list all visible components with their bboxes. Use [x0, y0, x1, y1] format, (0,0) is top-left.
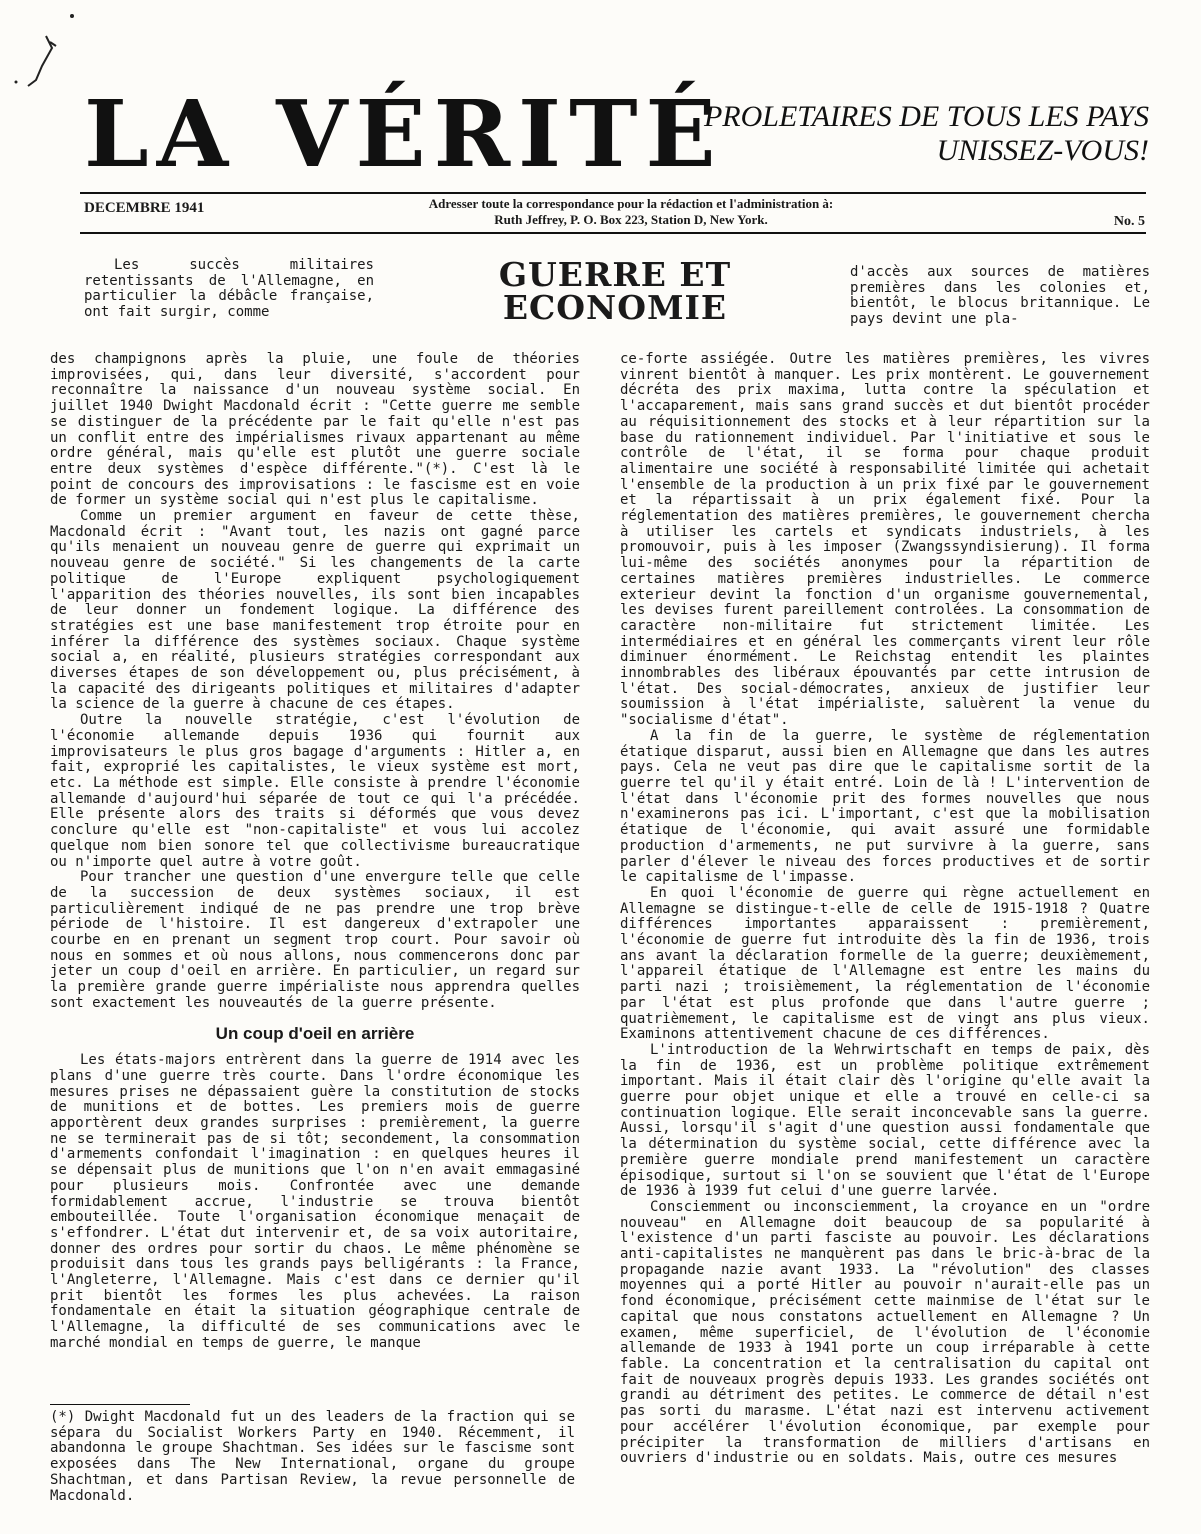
paragraph: A la fin de la guerre, le système de réglementation étatique disparut, aussi bien en Allemagne que dans les autres pays. Cela ne veut pas dire que le capitalisme sortit de la guerre tel qu'il y était entré. Loin de là ! L'intervention de l'état dans l'économie prit des formes nouvelles que nous n'examinerons pas ici. L'important, c'est que la mobilisation étatique de l'économie, qui avait assuré une formidable production d'armements, ne put survivre à la guerre, sans parler d'élever le niveau des forces productives et de sortir le capitalisme de l'impasse. [620, 727, 1150, 886]
motto-line-2: UNISSEZ-VOUS! [936, 134, 1149, 167]
article-column-right [620, 352, 1150, 1467]
footnote-rule [50, 1404, 190, 1405]
masthead-title: LA VÉRITÉ [84, 80, 724, 188]
paragraph: En quoi l'économie de guerre qui règne actuellement en Allemagne se distingue-t-elle de celle de 1915-1918 ? Quatre différences importantes apparaissent : premièrement, l'économie de guerre fut introduite dès la fin de 1936, trois ans avant la déclaration formelle de la guerre; deuxièmement, l'appareil étatique de l'Allemagne est entre les mains du parti nazi ; troisièmement, la réglementation de l'économie par l'état est plus profonde que dans l'autre guerre ; quatrièmement, le capitalisme est de vingt ans plus vieux. Examinons attentivement chacune de ces différences. [620, 884, 1150, 1043]
correspondence-address [366, 196, 896, 228]
article-column-left [50, 352, 580, 1352]
footnote: (*) Dwight Macdonald fut un des leaders de la fraction qui se sépara du Socialist Workers Party en 1940. Récemment, il abandonna le groupe Shachtman. Ses idées sur le fascisme sont exposées dans The New International, organe du groupe Shachtman, et dans Partisan Review, la revue personnelle de Macdonald. [50, 1409, 575, 1504]
masthead-motto [669, 100, 1149, 168]
handwritten-mark-icon [6, 6, 76, 96]
article-headline: GUERRE ET ECONOMIE [498, 255, 732, 327]
paragraph: Les états-majors entrèrent dans la guerre de 1914 avec les plans d'une guerre très courte. Dans l'ordre économique les mesures prises ne dépassaient guère la constitution de stocks de munitions et de bottes. Les premiers mois de guerre apportèrent deux grandes surprises : premièrement, la guerre ne se terminerait pas de si tôt; secondement, la consommation d'armements confondait l'imagination : en quelques heures il se dépensait plus de munitions que l'on n'en avait emmagasiné pour plusieurs mois. Confrontée avec une demande formidablement accrue, l'industrie se trouva bientôt embouteillée. Toute l'organisation économique menaçait de s'effondrer. L'état dut intervenir et, de sa voix autoritaire, donner des ordres pour sortir du chaos. Le même phénomène se produisit dans tous les grands pays belligérants : la France, l'Angleterre, l'Allemagne. Mais c'est dans ce dernier qu'il prit bientôt les formes les plus achevées. La raison fondamentale en était la situation géographique centrale de l'Allemagne, la difficulté de ses communications avec le marché mondial en temps de guerre, le manque [50, 1052, 580, 1351]
masthead-rule-top [80, 192, 1146, 194]
lead-paragraph-left: Les succès militaires retentissants de l'Allemagne, en particulier la débâcle française, ont fait surgir, comme [84, 257, 374, 321]
paragraph: ce-forte assiégée. Outre les matières premières, les vivres vinrent bientôt à manquer. Les prix montèrent. Le gouvernement décréta des prix maxima, lutta contre la spéculation et l'accaparement, mais sans grand succès et dut bientôt procéder au réquisitionnement des stocks et à leur répartition sur la base du rationnement individuel. Par l'initiative et sous le contrôle de l'état, il se forma pour chaque produit alimentaire une société à responsabilité limitée qui achetait l'ensemble de la production à un prix fixé par le gouvernement et la répartissait à un prix également fixé. Pour la réglementation des matières premières, le gouvernement chercha à utiliser les cartels et syndicats industriels, à les promouvoir, puis à les imposer (Zwangssyndisierung). Il forma lui-même des sociétés anonymes pour la répartition de certaines matières premières industrielles. Le commerce exterieur devint la fonction d'un organisme gouvernemental, les devises furent pareillement controlées. La consommation de caractère non-militaire fut strictement limitée. Les intermédiaires et en général les commerçants virent leur rôle diminuer énormément. Le Reichstag entendit les plaintes innombrables des libéraux épouvantés par cette intrusion de l'état. Des social-démocrates, anxieux de justifier leur soumission à l'état impérialiste, saluèrent la venue du "socialisme d'état". [620, 351, 1150, 729]
paragraph: Pour trancher une question d'une envergure telle que celle de la succession de deux systèmes sociaux, il est particulièrement indiqué de ne pas prendre une trop brève période de l'histoire. Il est dangereux d'extrapoler une courbe en en prenant un segment trop court. Pour savoir où nous en sommes et où nous allons, nous commencerons donc par jeter un coup d'oeil en arrière. En particulier, un regard sur la première grande guerre impérialiste nous apprendra quelles sont exactement les nouveautés de la guerre présente. [50, 869, 580, 1011]
issue-date: DECEMBRE 1941 [84, 200, 205, 216]
paragraph: Outre la nouvelle stratégie, c'est l'évolution de l'économie allemande depuis 1936 qui fournit aux improvisateurs le plus gros bagage d'arguments : Hitler a, en fait, exproprié les capitalistes, le vieux système est mort, etc. La méthode est simple. Elle consiste à prendre l'économie allemande d'aujourd'hui séparée de tout ce qui l'a précédée. Elle présente alors des traits si déformés que vous devez conclure qu'elle est "non-capitaliste" et vous lui accolez quelque nom bien sonore tel que collectivisme bureaucratique ou n'importe quel autre à votre goût. [50, 712, 580, 870]
masthead-rule-bottom [80, 232, 1146, 234]
paragraph: Comme un premier argument en faveur de cette thèse, Macdonald écrit : "Avant tout, les nazis ont gagné parce qu'ils menaient un nouveau genre de guerre qui exprimait un nouveau genre de société." Si les changements de la carte politique de l'Europe expliquent psychologiquement l'apparition des théories nouvelles, ils sont bien incapables de leur donner un fondement logique. La différence des stratégies est une base manifestement trop étroite pour en inférer la différence des systèmes sociaux. Chaque système social a, en réalité, plusieurs stratégies correspondant aux diverses étapes de son développement ou, plus précisément, à la capacité des dirigeants politiques et militaires d'adapter la science de la guerre à chacune de ces étapes. [50, 508, 580, 713]
address-line-2: Ruth Jeffrey, P. O. Box 223, Station D, New York. [494, 212, 768, 227]
paragraph: des champignons après la pluie, une foule de théories improvisées, qui, dans leur diversité, s'accordent pour reconnaître la naissance d'un nouveau système social. En juillet 1940 Dwight Macdonald écrit : "Cette guerre me semble se distinguer de la précédente par le fait qu'elle n'est pas un conflit entre des impérialismes rivaux appartenant au même ordre général, mais qu'elle est plutôt une guerre sociale entre deux systèmes d'espèce différente."(*). C'est là le point de concours des improvisations : le fascisme est en voie de former un système social qui n'est plus le capitalisme. [50, 351, 580, 509]
motto-line-1: PROLETAIRES DE TOUS LES PAYS [703, 100, 1149, 133]
lead-paragraph-right: d'accès aux sources de matières premières dans les colonies et, bientôt, le blocus britannique. Le pays devint une pla- [850, 264, 1150, 328]
paragraph: Consciemment ou inconsciemment, la croyance en un "ordre nouveau" en Allemagne doit beaucoup de sa popularité à l'existence d'un parti fasciste au pouvoir. Les déclarations anti-capitalistes ne manquèrent pas dans le bric-à-brac de la propagande nazie avant 1933. La "révolution" des classes moyennes qui a porté Hitler au pouvoir n'aurait-elle pas un fond économique, précisément cette mainmise de l'état sur le capital que nous constatons actuellement en Allemagne ? Un examen, même superficiel, de l'évolution de l'économie allemande de 1933 à 1941 porte un coup irréparable à cette fable. La concentration et la centralisation du capital ont fait de nouveaux progrès depuis 1933. Les grandes sociétés ont grandi au détriment des petites. Le commerce de détail n'est pas sorti du marasme. L'état nazi est intervenu activement pour accélérer l'évolution économique, par exemple pour précipiter la transformation de milliers d'artisans en ouvriers d'industrie ou en soldats. Mais, outre ces mesures [620, 1198, 1150, 1467]
address-line-1: Adresser toute la correspondance pour la rédaction et l'administration à: [428, 196, 834, 211]
paragraph: L'introduction de la Wehrwirtschaft en temps de paix, dès la fin de 1936, est un problème politique extrêmement important. Mais il était clair dès l'origine qu'elle avait la guerre pour objet unique et elle a trouvé en celle-ci sa continuation logique. Elle serait inconcevable sans la guerre. Aussi, lorsqu'il s'agit d'une question aussi fondamentale que la détermination du système social, cette différence avec la première guerre mondiale prend manifestement un caractère épisodique, surtout si l'on se souvient que l'état de l'Europe de 1936 à 1939 fut celui d'une guerre larvée. [620, 1041, 1150, 1200]
section-subheading: Un coup d'oeil en arrière [215, 1023, 415, 1043]
issue-number: No. 5 [1113, 214, 1145, 229]
